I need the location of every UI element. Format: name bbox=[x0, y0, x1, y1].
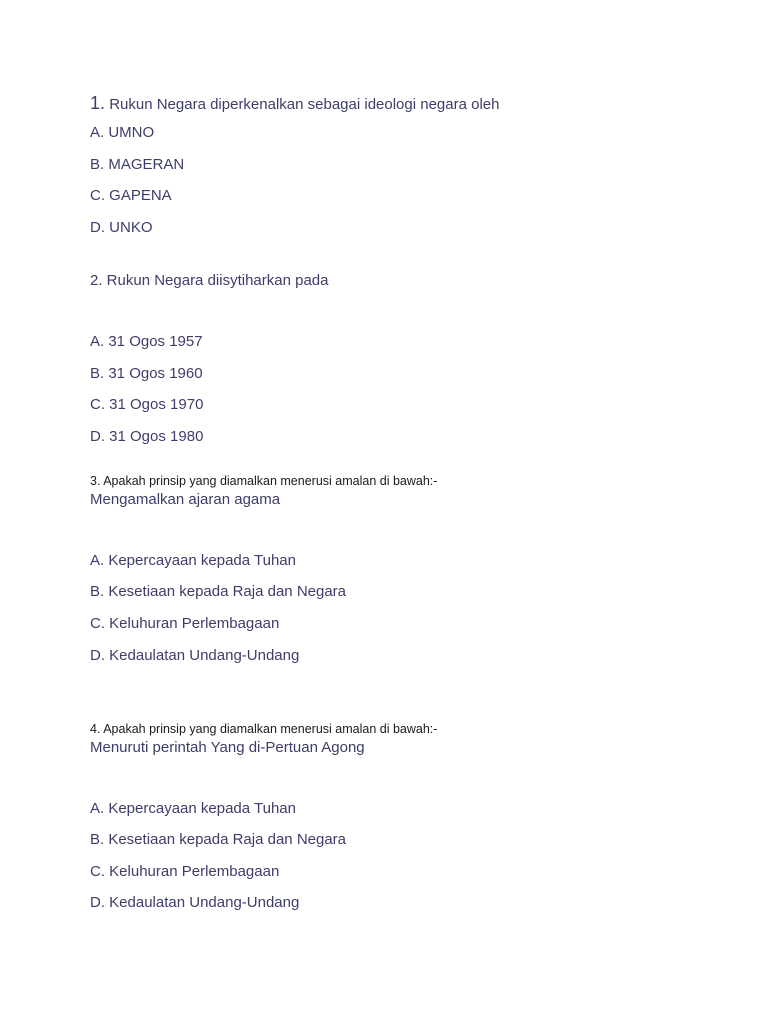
question-4-option-b: B. Kesetiaan kepada Raja dan Negara bbox=[90, 831, 347, 848]
question-2-text: 2. Rukun Negara diisytiharkan pada bbox=[90, 272, 329, 289]
question-1-option-a: A. UMNO bbox=[90, 124, 155, 141]
question-3-option-c: C. Keluhuran Perlembagaan bbox=[90, 615, 280, 632]
question-2-option-c: C. 31 Ogos 1970 bbox=[90, 396, 204, 413]
question-1-text: Rukun Negara diperkenalkan sebagai ideologi negara oleh bbox=[109, 96, 500, 113]
question-1-option-b: B. MAGERAN bbox=[90, 156, 185, 173]
question-1-option-c: C. GAPENA bbox=[90, 187, 172, 204]
question-1-option-d: D. UNKO bbox=[90, 219, 153, 236]
question-3-option-a: A. Kepercayaan kepada Tuhan bbox=[90, 552, 296, 569]
question-3-option-d: D. Kedaulatan Undang-Undang bbox=[90, 647, 300, 664]
question-4-text: Menuruti perintah Yang di-Pertuan Agong bbox=[90, 739, 365, 756]
question-2-option-a: A. 31 Ogos 1957 bbox=[90, 333, 203, 350]
question-3-prompt: 3. Apakah prinsip yang diamalkan menerusi amalan di bawah:- bbox=[90, 474, 438, 488]
question-4-prompt: 4. Apakah prinsip yang diamalkan menerusi amalan di bawah:- bbox=[90, 722, 438, 736]
question-4-option-d: D. Kedaulatan Undang-Undang bbox=[90, 894, 300, 911]
question-4-option-c: C. Keluhuran Perlembagaan bbox=[90, 863, 280, 880]
question-2-option-d: D. 31 Ogos 1980 bbox=[90, 428, 204, 445]
question-1 bbox=[90, 93, 499, 115]
question-2-option-b: B. 31 Ogos 1960 bbox=[90, 365, 203, 382]
question-3-text: Mengamalkan ajaran agama bbox=[90, 491, 281, 508]
question-4-option-a: A. Kepercayaan kepada Tuhan bbox=[90, 800, 296, 817]
question-1-number: 1. bbox=[90, 93, 106, 113]
question-3-option-b: B. Kesetiaan kepada Raja dan Negara bbox=[90, 583, 347, 600]
